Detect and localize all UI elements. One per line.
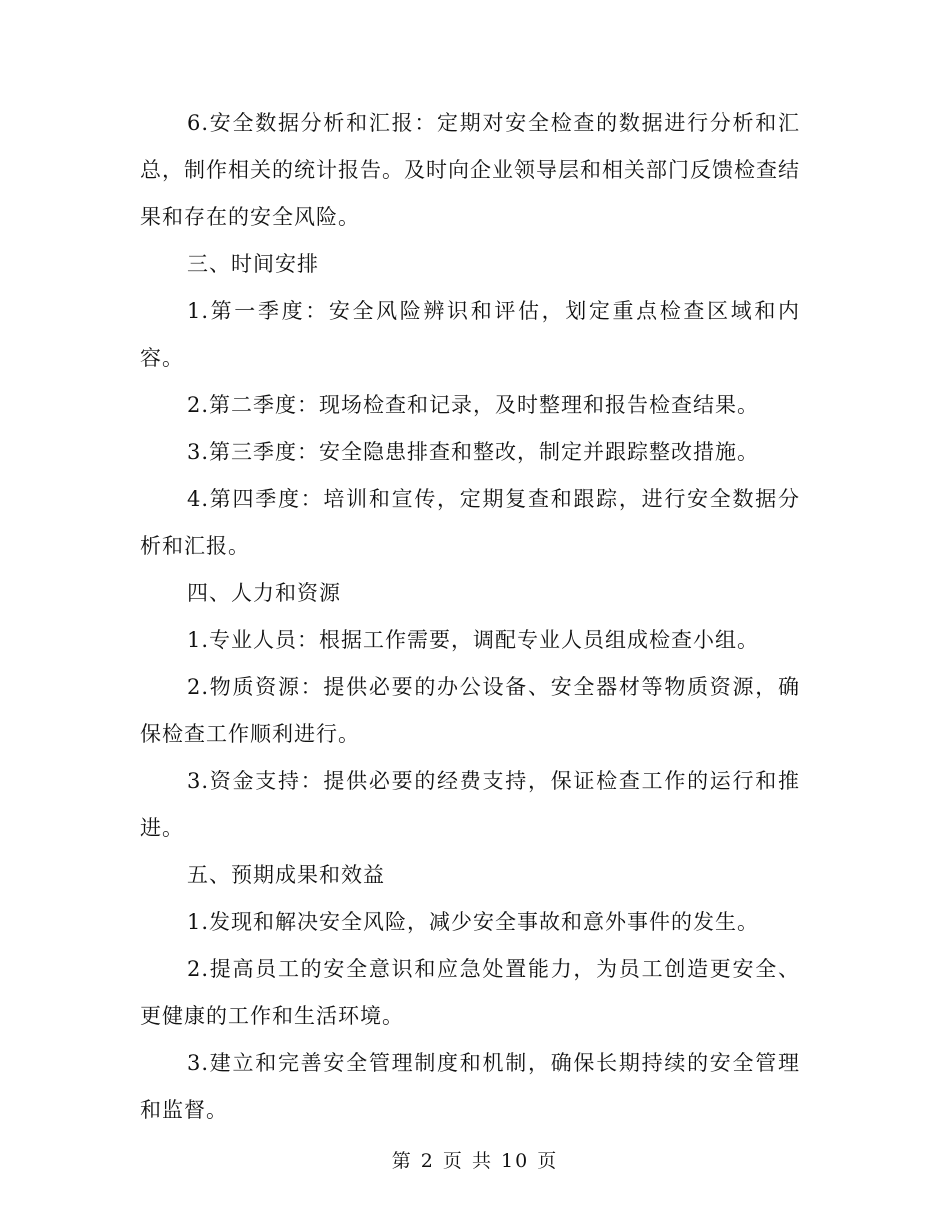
page-number-label: 第 2 页 共 10 页	[391, 1150, 559, 1172]
section-heading-outcomes: 五、预期成果和效益	[187, 863, 385, 887]
list-item-outcome-3: 3.建立和完善安全管理制度和机制，确保长期持续的安全管理和监督。	[140, 1051, 800, 1122]
page-footer	[0, 1146, 950, 1173]
list-item-q4: 4.第四季度：培训和宣传，定期复查和跟踪，进行安全数据分析和汇报。	[140, 487, 800, 558]
list-item-q2: 2.第二季度：现场检查和记录，及时整理和报告检查结果。	[187, 393, 760, 417]
list-item-materials: 2.物质资源：提供必要的办公设备、安全器材等物质资源，确保检查工作顺利进行。	[140, 675, 800, 746]
section-heading-schedule: 三、时间安排	[187, 252, 319, 276]
paragraph-safety-data-analysis: 6.安全数据分析和汇报：定期对安全检查的数据进行分析和汇总，制作相关的统计报告。及时向企业领导层和相关部门反馈检查结果和存在的安全风险。	[140, 111, 800, 229]
section-heading-resources: 四、人力和资源	[187, 581, 341, 605]
list-item-outcome-2: 2.提高员工的安全意识和应急处置能力，为员工创造更安全、更健康的工作和生活环境。	[140, 957, 800, 1028]
list-item-q3: 3.第三季度：安全隐患排查和整改，制定并跟踪整改措施。	[187, 440, 760, 464]
list-item-outcome-1: 1.发现和解决安全风险，减少安全事故和意外事件的发生。	[187, 910, 760, 934]
list-item-personnel: 1.专业人员：根据工作需要，调配专业人员组成检查小组。	[187, 628, 760, 652]
list-item-funding: 3.资金支持：提供必要的经费支持，保证检查工作的运行和推进。	[140, 769, 800, 840]
document-body	[140, 100, 800, 1134]
list-item-q1: 1.第一季度：安全风险辨识和评估，划定重点检查区域和内容。	[140, 299, 800, 370]
